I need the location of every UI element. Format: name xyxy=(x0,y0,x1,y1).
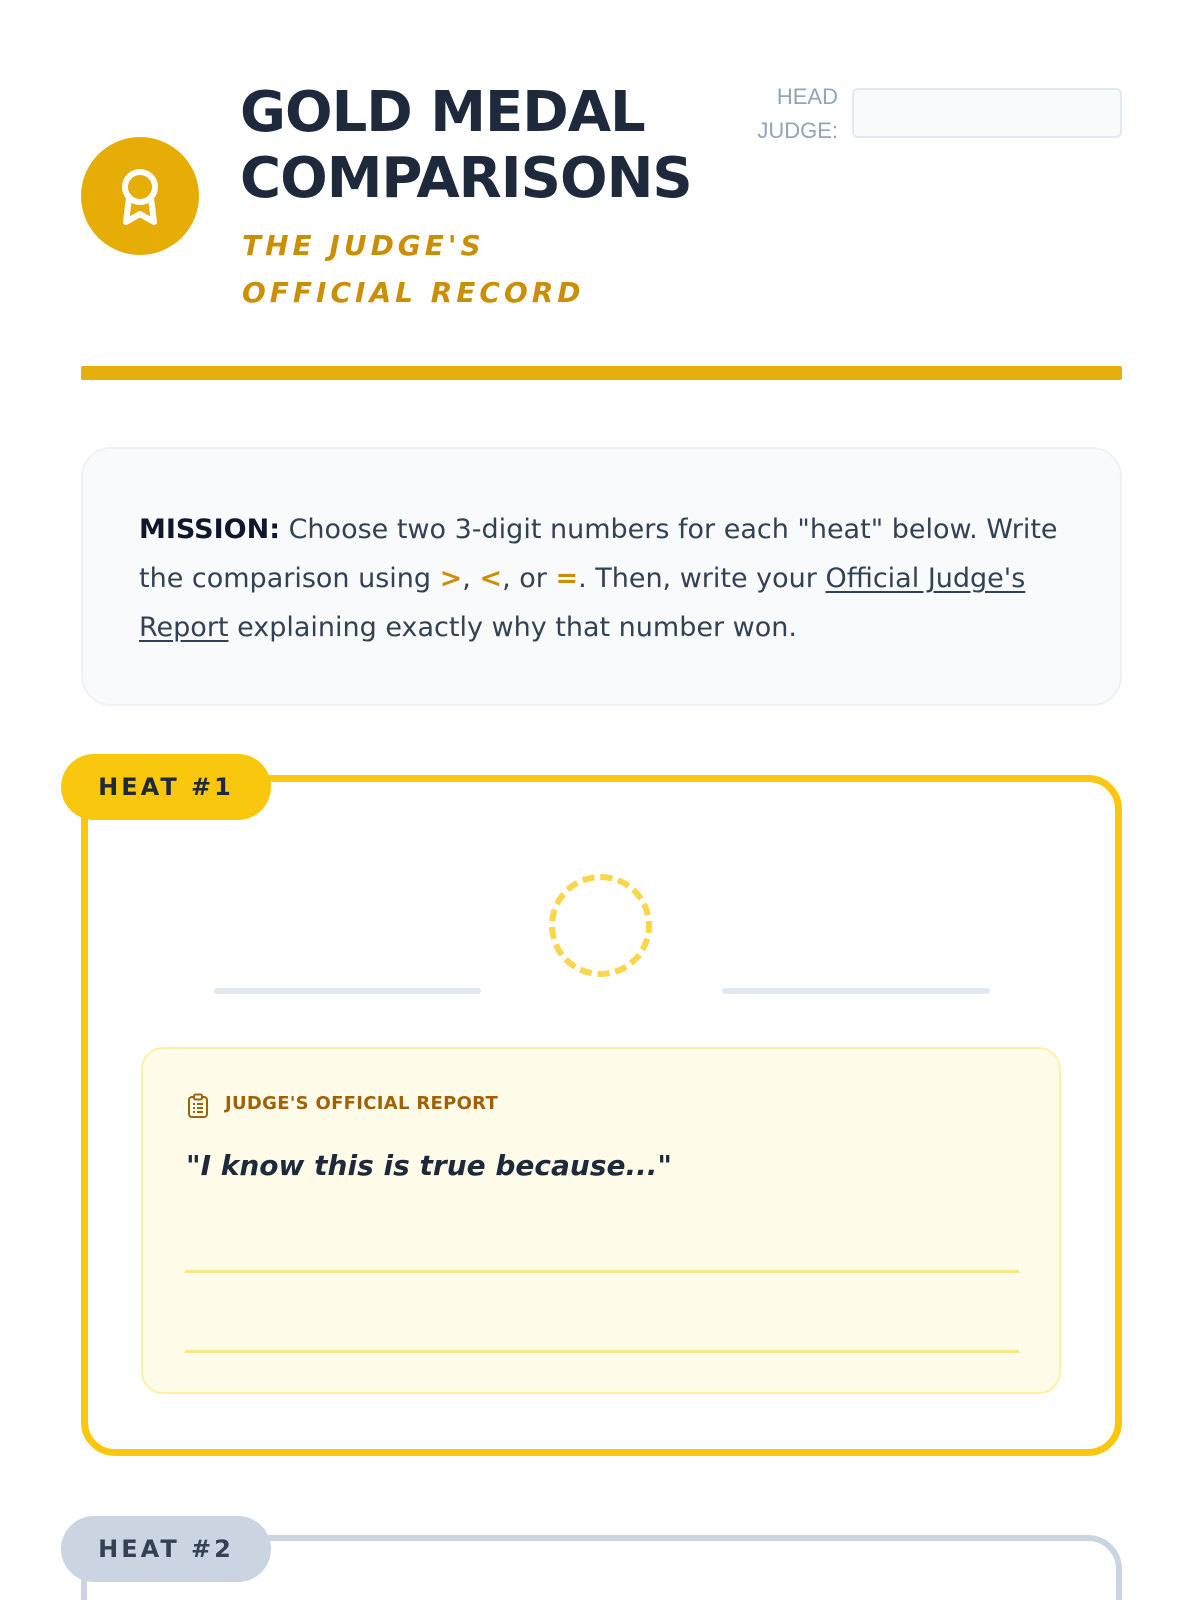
heat-1-number-b-blank[interactable] xyxy=(722,988,990,994)
clipboard-icon xyxy=(187,1093,209,1119)
official-report-term: Official Judge's Report xyxy=(139,563,1026,643)
award-ribbon-icon xyxy=(114,165,166,227)
judge-report-prompt: "I know this is true because..." xyxy=(186,1149,672,1182)
symbol-less-than: < xyxy=(479,563,503,594)
heat-2-tab: HEAT #2 xyxy=(61,1516,271,1582)
head-judge-label xyxy=(730,80,838,148)
title-line-2: COMPARISONS xyxy=(240,146,692,211)
judge-report-label: JUDGE'S OFFICIAL REPORT xyxy=(225,1093,499,1114)
head-judge-label-line-1: HEAD xyxy=(776,84,838,109)
heat-1-tab: HEAT #1 xyxy=(61,754,271,820)
mission-sep-2: , or xyxy=(502,563,556,594)
head-judge-label-line-2: JUDGE: xyxy=(757,118,838,143)
heat-1-number-a-blank[interactable] xyxy=(214,988,481,994)
medal-badge xyxy=(81,137,199,255)
page-title xyxy=(240,80,740,212)
head-judge-input[interactable] xyxy=(852,88,1122,138)
mission-box xyxy=(81,447,1122,706)
mission-text-2: . Then, write your xyxy=(578,563,826,594)
mission-text-3: explaining exactly why that number won. xyxy=(228,612,797,643)
mission-text-1: Choose two 3-digit numbers for each "heat" below. Write the comparison using xyxy=(139,514,1058,594)
mission-lead: MISSION: xyxy=(139,514,280,545)
symbol-greater-than: > xyxy=(439,563,463,594)
heat-1-judge-report xyxy=(141,1047,1061,1394)
title-line-1: GOLD MEDAL xyxy=(240,80,645,145)
report-writing-line-2[interactable] xyxy=(185,1350,1019,1353)
symbol-equals: = xyxy=(555,563,579,594)
heat-1-comparison-circle[interactable] xyxy=(549,874,652,977)
report-writing-line-1[interactable] xyxy=(185,1270,1019,1273)
page-subtitle: THE JUDGE'S OFFICIAL RECORD xyxy=(242,229,585,309)
header-divider xyxy=(81,366,1122,380)
mission-sep-1: , xyxy=(462,563,480,594)
